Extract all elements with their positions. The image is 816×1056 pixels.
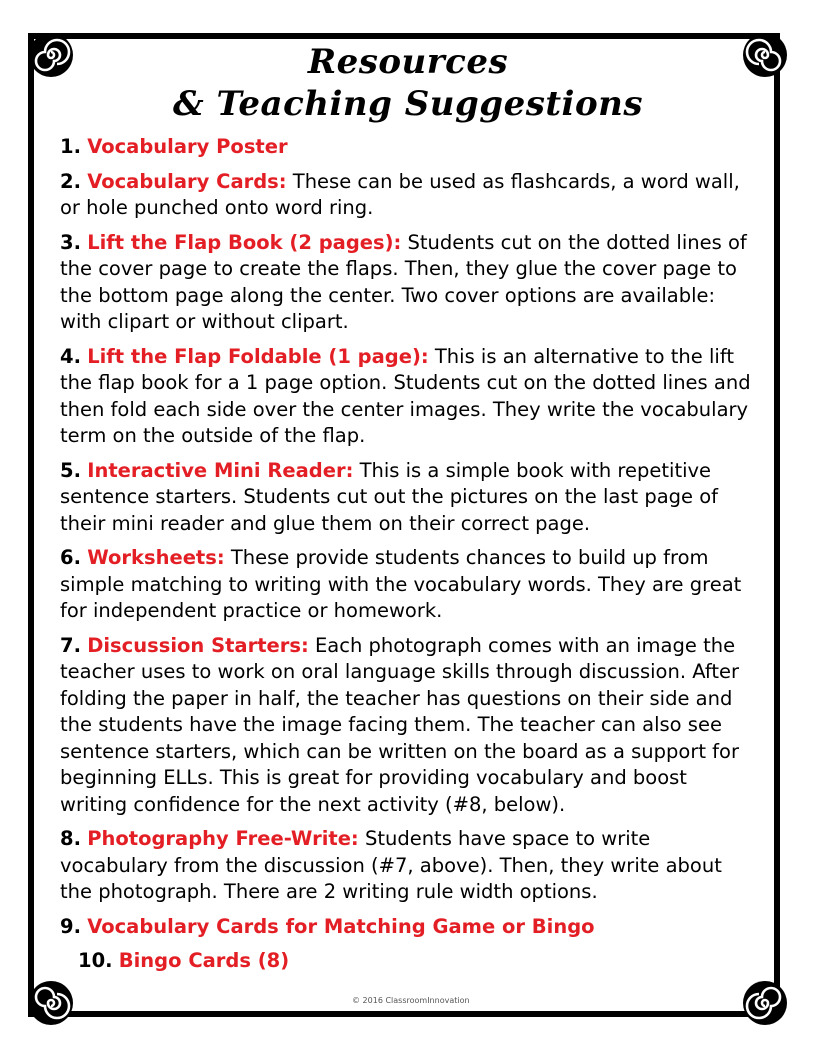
item-number: 4. xyxy=(60,344,81,368)
item-label: Interactive Mini Reader: xyxy=(87,458,354,482)
item-label: Vocabulary Cards for Matching Game or Bingo xyxy=(87,914,595,938)
item-label: Discussion Starters: xyxy=(87,633,309,657)
item-number: 5. xyxy=(60,458,81,482)
item-number: 7. xyxy=(60,633,81,657)
list-item xyxy=(60,169,760,222)
item-description: These provide students chances to build up from simple matching to writing with the vocabulary words. They are great for independent practice or homework. xyxy=(60,546,742,622)
item-number: 6. xyxy=(60,546,81,569)
item-description: Students have space to write vocabulary from the discussion (#7, above). Then, they write about the photograph. There are 2 writing rule width options. xyxy=(60,827,722,903)
list-item xyxy=(60,458,760,538)
item-label: Worksheets: xyxy=(87,546,225,569)
item-description: Students cut on the dotted lines of the cover page to create the flaps. Then, they glue the cover page to the bottom page along the center. Two cover options are available: with clipart or without clipart. xyxy=(60,230,747,333)
item-label: Lift the Flap Book (2 pages): xyxy=(87,230,402,254)
list-item xyxy=(60,914,760,941)
resource-list xyxy=(60,134,760,983)
corner-swirl-bottom-right-icon xyxy=(740,978,790,1028)
list-item xyxy=(60,344,760,450)
item-description: Each photograph comes with an image the teacher uses to work on oral language skills through discussion. After folding the paper in half, the teacher has questions on their side and the students have the image facing them. The teacher can also see sentence starters, which can be written on the board as a support for beginning ELLs. This is great for providing vocabulary and boost writing confidence for the next activity (#8, below). xyxy=(60,633,740,816)
item-label: Lift the Flap Foldable (1 page): xyxy=(87,344,429,368)
item-description: These can be used as flashcards, a word wall, or hole punched onto word ring. xyxy=(60,169,740,219)
list-item xyxy=(60,633,760,819)
item-label: Photography Free-Write: xyxy=(87,827,359,850)
copyright-notice: © 2016 ClassroomInnovation xyxy=(352,996,470,1005)
item-description: This is an alternative to the lift the flap book for a 1 page option. Students cut on the dotted lines and then fold each side over the center images. They write the vocabulary term on the outside of the flap. xyxy=(60,344,751,447)
item-number: 9. xyxy=(60,914,81,938)
item-label: Bingo Cards (8) xyxy=(118,949,290,972)
item-number: 2. xyxy=(60,169,81,193)
item-number: 8. xyxy=(60,827,81,850)
item-number: 1. xyxy=(60,135,81,158)
item-label: Vocabulary Poster xyxy=(87,135,288,158)
corner-swirl-bottom-left-icon xyxy=(26,978,76,1028)
list-item xyxy=(60,826,760,906)
item-description: This is a simple book with repetitive sentence starters. Students cut out the pictures on the last page of their mini reader and glue them on their correct page. xyxy=(60,458,719,535)
item-label: Vocabulary Cards: xyxy=(87,169,287,193)
list-item xyxy=(60,134,760,161)
item-number: 3. xyxy=(60,230,81,254)
list-item xyxy=(60,230,760,336)
list-item xyxy=(60,545,760,625)
page-title-line-2: & Teaching Suggestions xyxy=(172,84,644,124)
list-item xyxy=(78,948,760,975)
page-title-line-1: Resources xyxy=(307,42,509,82)
item-number: 10. xyxy=(78,949,113,972)
